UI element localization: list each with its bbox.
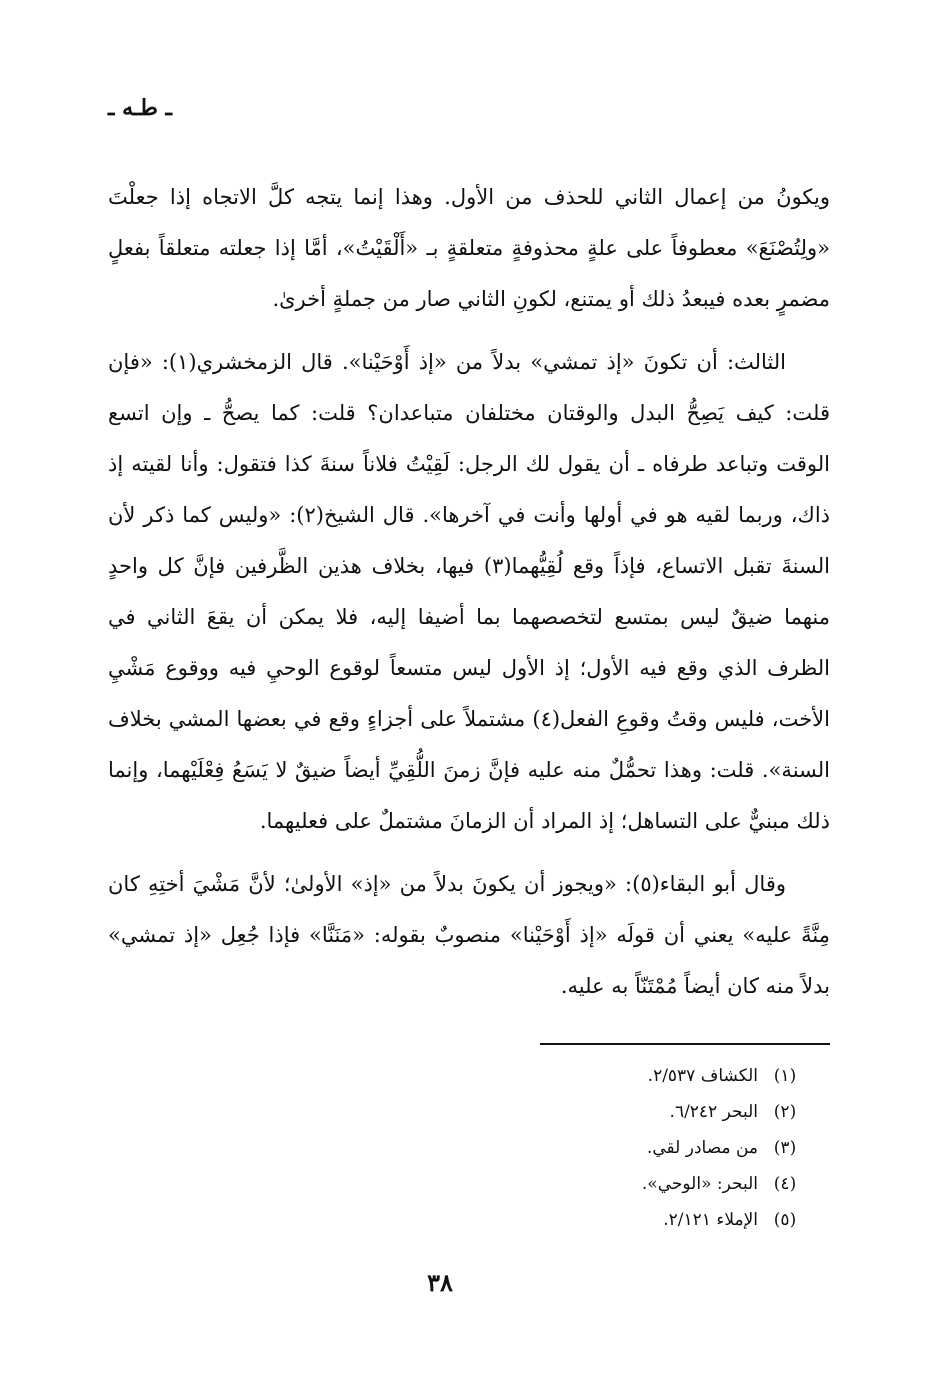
footnote-separator <box>540 1043 830 1045</box>
running-header: ـ طـه ـ <box>108 95 172 121</box>
paragraph-3: وقال أبو البقاء(٥): «ويجوز أن يكونَ بدلاً من «إذ» الأولىٰ؛ لأنَّ مَشْيَ أختِهِ كان مِنَّةً عليه» يعني أن قولَه «إذ أَوْحَيْنا» منصوبٌ بقوله: «مَنَنَّا» فإذا جُعِل «إذ تمشي» بدلاً منه كان أيضاً مُمْتَنّاً به عليه. <box>108 872 830 998</box>
footnote-text: الإملاء ٢/١٢١. <box>663 1210 758 1230</box>
footnote-number: (١) <box>773 1066 797 1086</box>
footnote-item <box>500 1166 800 1202</box>
footnote-number: (٢) <box>773 1102 797 1122</box>
footnote-text: البحر ٦/٢٤٢. <box>669 1102 758 1122</box>
footnote-number: (٣) <box>773 1138 797 1158</box>
footnote-number: (٤) <box>773 1174 797 1194</box>
footnote-number: (٥) <box>773 1210 797 1230</box>
main-text <box>108 172 830 1012</box>
footnote-text: البحر: «الوحي». <box>641 1174 758 1194</box>
paragraph-1: ويكونُ من إعمال الثاني للحذف من الأول. وهذا إنما يتجه كلَّ الاتجاه إذا جعلْتَ «ولِتُصْنَعَ» معطوفاً على علةٍ محذوفةٍ متعلقةٍ بـ «أَلْقَيْتُ»، أمَّا إذا جعلته متعلقاً بفعلٍ مضمرٍ بعده فيبعدُ ذلك أو يمتنع، لكونِ الثاني صار من جملةٍ أخرىٰ. <box>108 185 830 311</box>
footnote-item <box>500 1094 800 1130</box>
footnote-text: الكشاف ٢/٥٣٧. <box>647 1066 758 1086</box>
footnote-item <box>500 1202 800 1238</box>
footnote-item <box>500 1130 800 1166</box>
page-number: ٣٨ <box>427 1268 453 1297</box>
paragraph-2: الثالث: أن تكونَ «إذ تمشي» بدلاً من «إذ أَوْحَيْنا». قال الزمخشري(١): «فإن قلت: كيف يَصِحُّ البدل والوقتان مختلفان متباعدان؟ قلت: كما يصحُّ ـ وإن اتسع الوقت وتباعد طرفاه ـ أن يقول لك الرجل: لَقِيْتُ فلاناً سنةَ كذا فتقول: وأنا لقيته إذ ذاك، وربما لقيه هو في أولها وأنت في آخرها». قال الشيخ(٢): «وليس كما ذكر لأن السنةَ تقبل الاتساع، فإذاً وقع لُقِيُّهما(٣) فيها، بخلاف هذين الظَّرفين فإنَّ كل واحدٍ منهما ضيقٌ ليس بمتسع لتخصصهما بما أضيفا إليه، فلا يمكن أن يقعَ الثاني في الظرف الذي وقع فيه الأول؛ إذ الأول ليس متسعاً لوقوع الوحيِ فيه ووقوع مَشْيِ الأخت، فليس وقتُ وقوعِ الفعل(٤) مشتملاً على أجزاءٍ وقع في بعضها المشي بخلاف السنة». قلت: وهذا تحمُّلٌ منه عليه فإنَّ زمنَ اللُّقِيِّ أيضاً ضيقٌ لا يَسَعُ فِعْلَيْهما، وإنما ذلك مبنيٌّ على التساهل؛ إذ المراد أن الزمانَ مشتملٌ على فعليهما. <box>108 350 831 833</box>
footnote-item <box>500 1058 800 1094</box>
footnotes-list <box>500 1058 800 1238</box>
footnote-text: من مصادر لقي. <box>646 1138 758 1158</box>
